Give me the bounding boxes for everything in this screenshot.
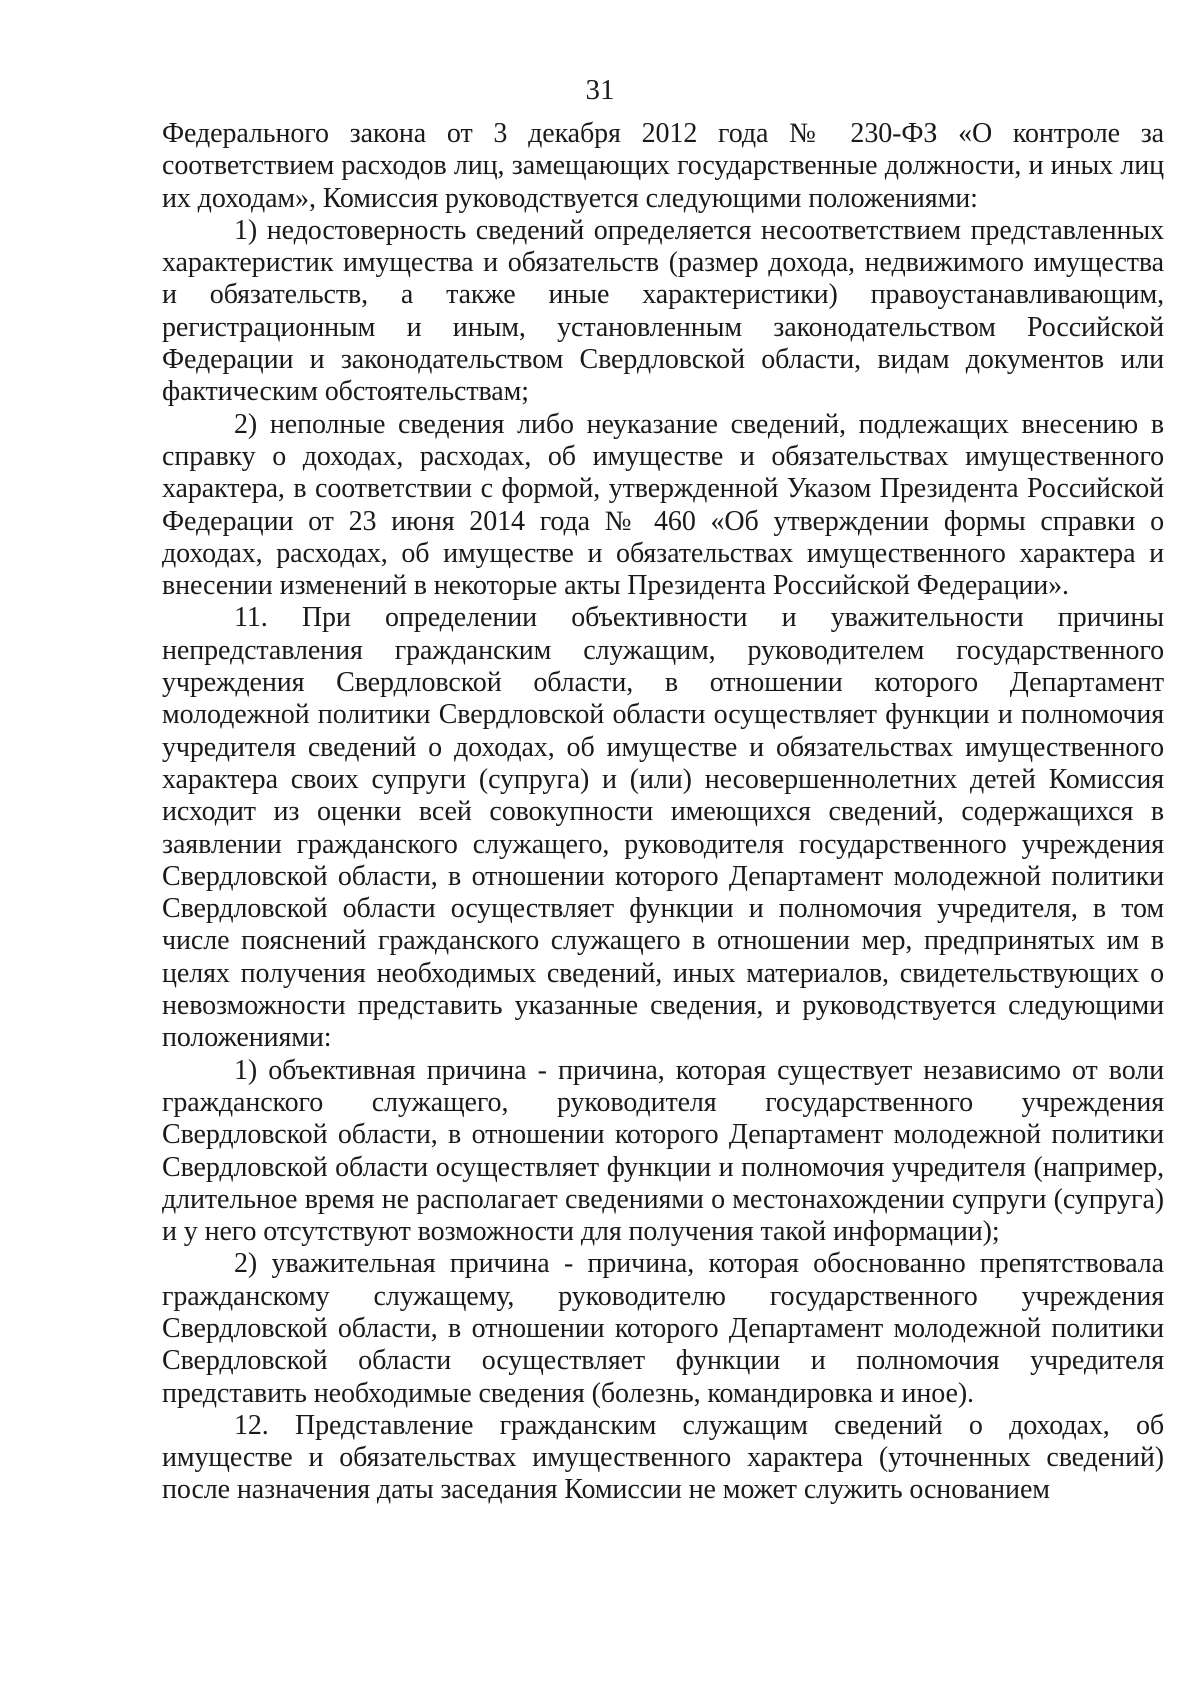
paragraph-item-2-valid-reason: 2) уважительная причина - причина, которая обоснованно препятствовала гражданскому служащему, руководителю государственного учреждения Свердловской области, в отношении которого Департамент молодежной политики Свердловской области осуществляет функции и полномочия учредителя представить необходимые сведения (болезнь, командировка и иное). — [162, 1248, 1164, 1409]
paragraph-continuation: Федерального закона от 3 декабря 2012 года № 230-ФЗ «О контроле за соответствием расходов лиц, замещающих государственные должности, и иных лиц их доходам», Комиссия руководствуется следующими положениями: — [162, 118, 1164, 214]
paragraph-clause-11: 11. При определении объективности и уважительности причины непредставления гражданским служащим, руководителем государственного учреждения Свердловской области, в отношении которого Департамент молодежной политики Свердловской области осуществляет функции и полномочия учредителя сведений о доходах, об имуществе и обязательствах имущественного характера своих супруги (супруга) и (или) несовершеннолетних детей Комиссия исходит из оценки всей совокупности имеющихся сведений, содержащихся в заявлении гражданского служащего, руководителя государственного учреждения Свердловской области, в отношении которого Департамент молодежной политики Свердловской области осуществляет функции и полномочия учредителя, в том числе пояснений гражданского служащего в отношении мер, предпринятых им в целях получения необходимых сведений, иных материалов, свидетельствующих о невозможности представить указанные сведения, и руководствуется следующими положениями: — [162, 602, 1164, 1054]
paragraph-item-1-unreliable-info: 1) недостоверность сведений определяется несоответствием представленных характеристик имущества и обязательств (размер дохода, недвижимого имущества и обязательств, а также иные характеристики) правоустанавливающим, регистрационным и иным, установленным законодательством Российской Федерации и законодательством Свердловской области, видам документов или фактическим обстоятельствам; — [162, 214, 1164, 408]
paragraph-clause-12: 12. Представление гражданским служащим сведений о доходах, об имуществе и обязательствах имущественного характера (уточненных сведений) после назначения даты заседания Комиссии не может служить основанием — [162, 1409, 1164, 1506]
paragraph-item-1-objective-reason: 1) объективная причина - причина, которая существует независимо от воли гражданского служащего, руководителя государственного учреждения Свердловской области, в отношении которого Департамент молодежной политики Свердловской области осуществляет функции и полномочия учредителя (например, длительное время не располагает сведениями о местонахождении супруги (супруга) и у него отсутствуют возможности для получения такой информации); — [162, 1054, 1164, 1248]
page-number: 31 — [585, 74, 615, 106]
document-body — [162, 118, 1164, 1507]
paragraph-item-2-incomplete-info: 2) неполные сведения либо неуказание сведений, подлежащих внесению в справку о доходах, расходах, об имуществе и обязательствах имущественного характера, в соответствии с формой, утвержденной Указом Президента Российской Федерации от 23 июня 2014 года № 460 «Об утверждении формы справки о доходах, расходах, об имуществе и обязательствах имущественного характера и внесении изменений в некоторые акты Президента Российской Федерации». — [162, 408, 1164, 602]
